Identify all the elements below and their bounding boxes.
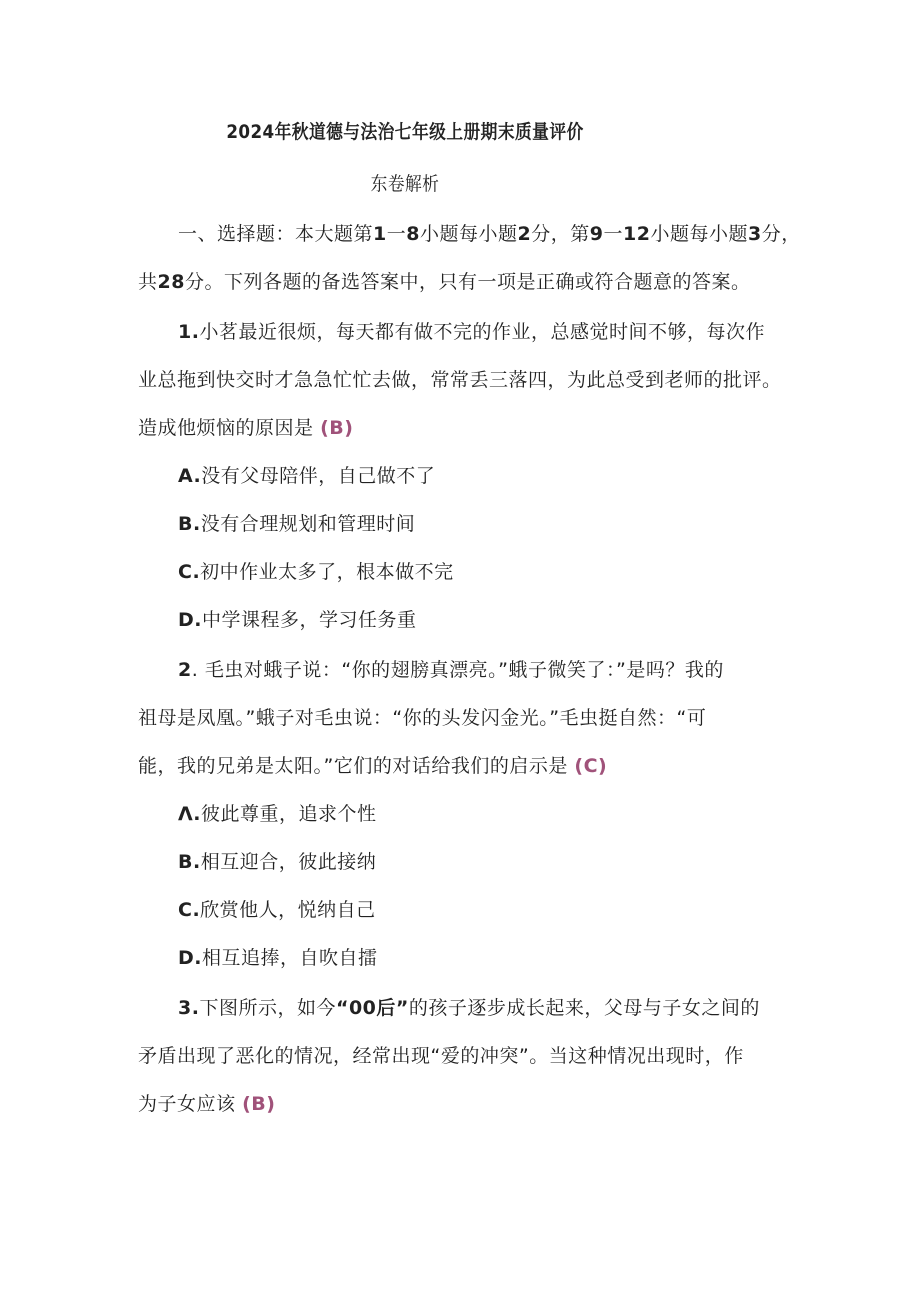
question-2-option-a: Λ.彼此尊重，追求个性 bbox=[178, 803, 377, 825]
question-3-line2: 矛盾出现了恶化的情况，经常出现“爱的冲突”。当这种情况出现时，作 bbox=[138, 1045, 744, 1067]
question-2-line1: 2. 毛虫对蛾子说：“你的翅膀真漂亮。”蛾子微笑了：”是吗？我的 bbox=[178, 659, 724, 681]
document-title: 2024年秋道德与法治七年级上册期末质量评价 bbox=[226, 121, 584, 143]
question-1-option-d: D.中学课程多，学习任务重 bbox=[178, 609, 417, 631]
question-2-option-b: B.相互迎合，彼此接纳 bbox=[178, 851, 377, 873]
section-instruction-line1: 一、选择题：本大题第1一8小题每小题2分，第9一12小题每小题3分， bbox=[178, 223, 801, 245]
question-1-option-a: A.没有父母陪伴，自己做不了 bbox=[178, 465, 436, 487]
question-number: 2 bbox=[178, 659, 192, 681]
question-1-line1: 1.小茗最近很烦，每天都有做不完的作业，总感觉时间不够，每次作 bbox=[178, 321, 765, 343]
question-1-line3: 造成他烦恼的原因是 (B) bbox=[138, 417, 354, 439]
question-2-line3: 能，我的兄弟是太阳。”它们的对话给我们的启示是 (C) bbox=[138, 755, 608, 777]
answer-key: (B) bbox=[320, 417, 354, 439]
question-1-option-b: B.没有合理规划和管理时间 bbox=[178, 513, 416, 535]
question-number: 1. bbox=[178, 321, 200, 343]
section-instruction-line2: 共28分。下列各题的备选答案中，只有一项是正确或符合题意的答案。 bbox=[138, 271, 751, 293]
question-3-line1: 3.下图所示，如今“00后”的孩子逐步成长起来，父母与子女之间的 bbox=[178, 997, 760, 1019]
answer-key: (C) bbox=[574, 755, 608, 777]
question-2-line2: 祖母是凤凰。”蛾子对毛虫说：“你的头发闪金光。”毛虫挺自然：“可 bbox=[138, 707, 707, 729]
question-number: 3. bbox=[178, 997, 200, 1019]
answer-key: (B) bbox=[242, 1093, 276, 1115]
question-2-option-d: D.相互追捧，自吹自擂 bbox=[178, 947, 378, 969]
question-1-option-c: C.初中作业太多了，根本做不完 bbox=[178, 561, 454, 583]
document-subtitle: 东卷解析 bbox=[370, 173, 440, 195]
question-2-option-c: C.欣赏他人，悦纳自己 bbox=[178, 899, 376, 921]
question-1-line2: 业总拖到快交时才急急忙忙去做，常常丢三落四，为此总受到老师的批评。 bbox=[138, 369, 782, 391]
question-3-line3: 为子女应该 (B) bbox=[138, 1093, 276, 1115]
